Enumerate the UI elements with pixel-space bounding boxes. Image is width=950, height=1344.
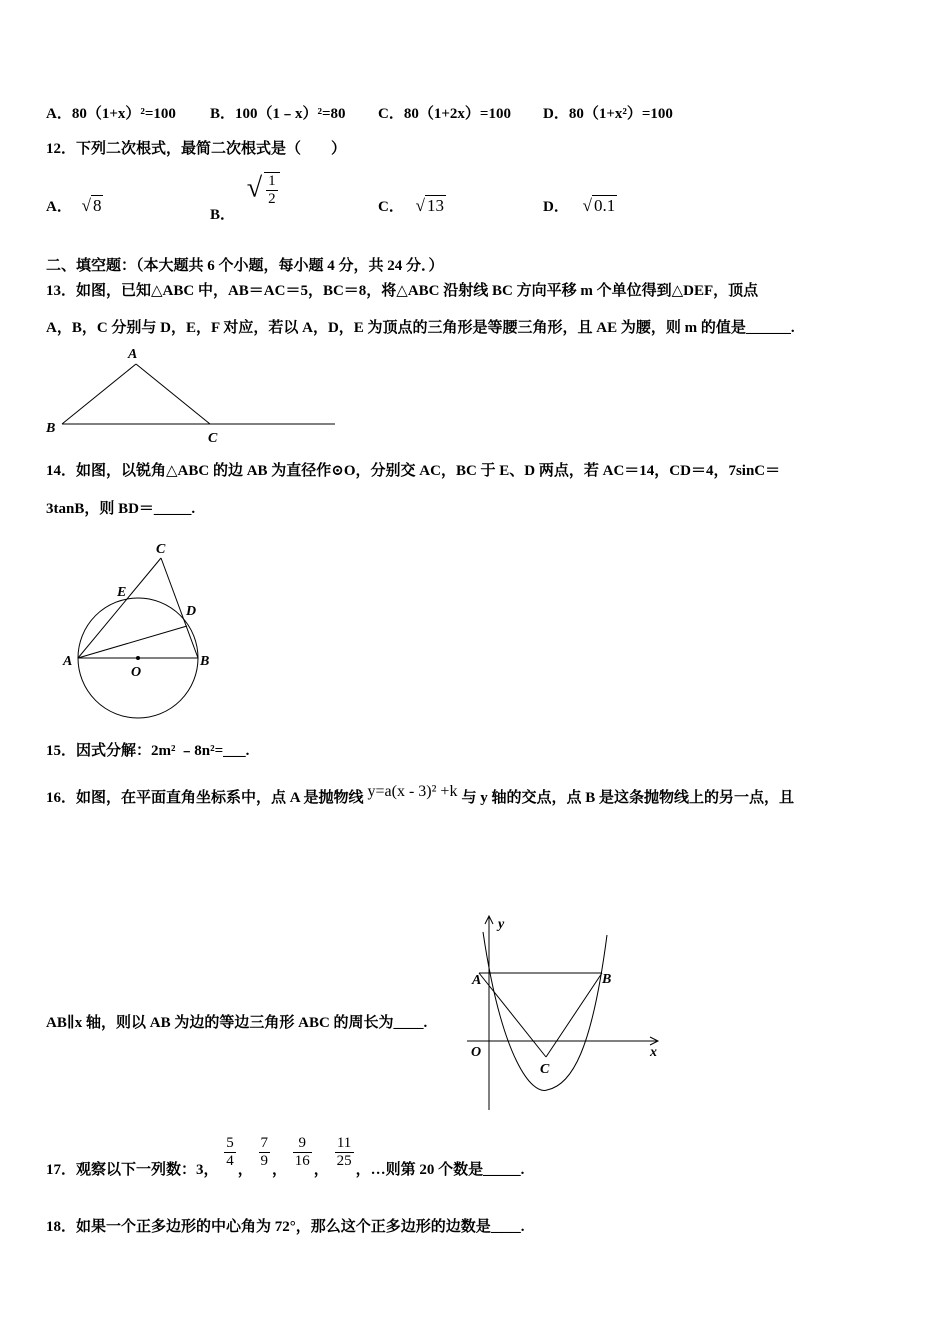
label-b: B — [46, 421, 56, 436]
separator: ， — [237, 1161, 253, 1178]
radicand: 0.1 — [593, 196, 616, 215]
label-b: B — [200, 654, 210, 669]
label-c: C — [540, 1062, 550, 1077]
sqrt-0-1: √ 0.1 — [582, 196, 616, 215]
denominator: 9 — [260, 1153, 269, 1169]
label-a: A — [63, 654, 73, 669]
q16-line2: AB∥x 轴，则以 AB 为边的等边三角形 ABC 的周长为____. — [46, 1015, 428, 1031]
sqrt-13: √ 13 — [415, 196, 444, 215]
q11-option-c — [378, 102, 511, 123]
numerator: 11 — [335, 1135, 354, 1153]
label-c: C — [208, 431, 218, 445]
section-title: 二、填空题：（本大题共 6 个小题，每小题 4 分，共 24 分．） — [46, 258, 444, 274]
side-ac — [78, 558, 161, 658]
q11-option-a — [46, 102, 176, 123]
q17-suffix: ，…则第 20 个数是_____. — [355, 1161, 525, 1178]
option-text: 80（1+x²）=100 — [568, 106, 673, 122]
label-d: D — [186, 604, 197, 619]
label-x: x — [650, 1045, 657, 1060]
radicand: 13 — [426, 196, 444, 215]
numerator: 7 — [260, 1135, 269, 1151]
q17-prefix: 17．观察以下一列数：3， — [46, 1161, 219, 1178]
q14-line2: 3tanB，则 BD＝_____. — [46, 501, 196, 517]
q12-option-c — [378, 195, 446, 216]
fraction — [224, 1135, 236, 1170]
numerator: 5 — [226, 1135, 234, 1151]
q13-line1: 13．如图，已知△ABC 中，AB＝AC＝5，BC＝8，将△ABC 沿射线 BC 方向平移 m 个单位得到△DEF，顶点 — [46, 283, 759, 299]
label-e: E — [117, 585, 127, 600]
q13-line2: A，B，C 分别与 D，E，F 对应，若以 A，D，E 为顶点的三角形是等腰三角形，且 AE 为腰，则 m 的值是______. — [46, 320, 795, 336]
segment-bc — [546, 973, 602, 1057]
q12-option-b — [210, 172, 282, 224]
q11-option-b — [210, 102, 346, 123]
fraction — [293, 1135, 312, 1170]
label-c: C — [156, 542, 166, 557]
label-b: B — [602, 972, 612, 987]
q15-text: 15．因式分解：2m² ﹣8n²=___. — [46, 743, 250, 759]
q12-option-d — [543, 195, 617, 216]
option-text: 80（1+2x）=100 — [403, 106, 511, 122]
denominator: 16 — [294, 1153, 310, 1169]
segment-ad — [78, 626, 187, 658]
sqrt-half: √ $\frac{1}{2}$ — [247, 172, 282, 208]
denominator: 4 — [226, 1153, 234, 1169]
label-o: O — [131, 665, 142, 680]
side-ac — [136, 364, 210, 424]
side-ab — [62, 364, 136, 424]
center-dot — [136, 656, 140, 660]
q16-line1 — [46, 783, 794, 807]
radicand: 8 — [92, 196, 102, 215]
option-text: 80（1+x）²=100 — [71, 106, 176, 122]
q16-parabola-figure — [462, 910, 662, 1115]
q14-line1: 14．如图，以锐角△ABC 的边 AB 为直径作⊙O，分别交 AC，BC 于 E、D 两点，若 AC＝14，CD＝4，7sinC＝ — [46, 463, 781, 479]
q16-text-a: 16．如图，在平面直角坐标系中，点 A 是抛物线 — [46, 790, 364, 806]
separator: ， — [313, 1161, 329, 1178]
q16-text-b: 与 y 轴的交点，点 B 是这条抛物线上的另一点，且 — [461, 790, 794, 806]
q13-triangle-figure — [40, 340, 340, 445]
label-a: A — [472, 973, 482, 988]
sqrt-8: √ 8 — [81, 196, 102, 215]
separator: ， — [272, 1161, 288, 1178]
numerator: 9 — [293, 1135, 312, 1153]
q14-circle-figure — [55, 538, 225, 723]
option-label: D． — [543, 199, 569, 215]
denominator: 25 — [336, 1153, 352, 1169]
q12-stem: 12．下列二次根式，最简二次根式是（ ） — [46, 141, 347, 157]
option-label: C． — [378, 199, 404, 215]
option-label: B． — [210, 106, 236, 122]
fraction — [259, 1135, 271, 1170]
option-label: B． — [210, 207, 236, 224]
label-a: A — [128, 347, 138, 362]
q12-option-a — [46, 195, 103, 216]
option-label: A． — [46, 199, 72, 215]
option-text: 100（1﹣x）²=80 — [235, 106, 346, 122]
fraction — [264, 172, 280, 208]
option-label: D． — [543, 106, 569, 122]
option-label: C． — [378, 106, 404, 122]
q17-line — [46, 1135, 524, 1179]
numerator: 1 — [268, 173, 276, 189]
label-y: y — [498, 917, 505, 932]
q18-text: 18．如果一个正多边形的中心角为 72°，那么这个正多边形的边数是____. — [46, 1219, 525, 1235]
denominator: 2 — [268, 191, 276, 207]
fraction — [335, 1135, 354, 1170]
parabola-formula: y=a(x - 3)² +k — [367, 783, 458, 800]
option-label: A． — [46, 106, 72, 122]
q11-option-d — [543, 102, 673, 123]
label-o: O — [471, 1045, 482, 1060]
